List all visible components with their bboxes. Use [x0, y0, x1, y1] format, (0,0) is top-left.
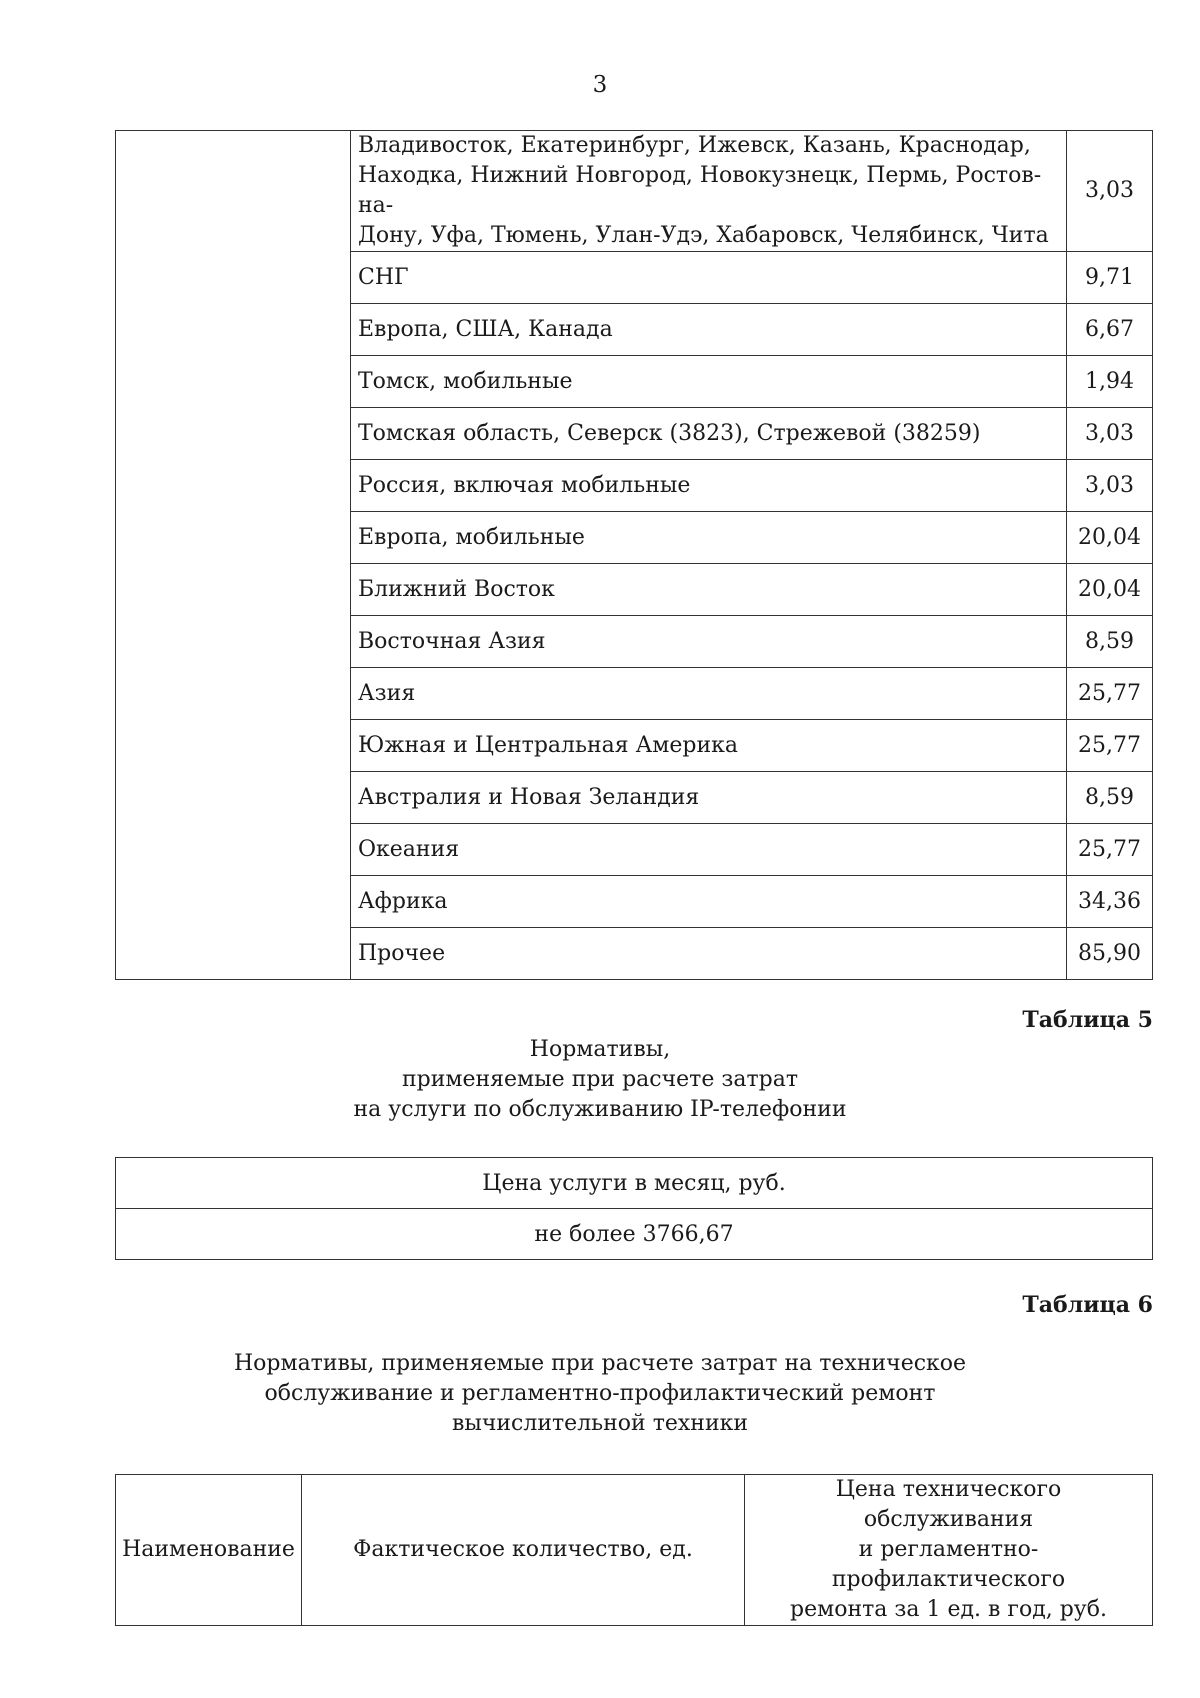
price-cell: 8,59 [1067, 616, 1153, 668]
merged-category-cell [116, 131, 351, 980]
region-cell: Африка [351, 876, 1067, 928]
price-cell: 25,77 [1067, 668, 1153, 720]
table6-title-line: Нормативы, применяемые при расчете затрат на техническое [233, 1351, 967, 1376]
table5-value-cell: не более 3766,67 [116, 1209, 1153, 1260]
price-cell: 3,03 [1067, 460, 1153, 512]
price-cell: 34,36 [1067, 876, 1153, 928]
region-cell: Южная и Центральная Америка [351, 720, 1067, 772]
region-line: Владивосток, Екатеринбург, Ижевск, Казань, Краснодар, [358, 133, 1031, 158]
price-cell: 6,67 [1067, 304, 1153, 356]
table5-header-cell: Цена услуги в месяц, руб. [116, 1158, 1153, 1209]
region-line: Находка, Нижний Новгород, Новокузнецк, Пермь, Ростов-на- [358, 163, 1042, 218]
region-cell: Европа, мобильные [351, 512, 1067, 564]
region-cell: Томская область, Северск (3823), Стрежевой (38259) [351, 408, 1067, 460]
region-cell: Ближний Восток [351, 564, 1067, 616]
region-cell: Восточная Азия [351, 616, 1067, 668]
price-cell: 8,59 [1067, 772, 1153, 824]
table-row [116, 1475, 1153, 1626]
table5-title-line: на услуги по обслуживанию IP-телефонии [353, 1097, 847, 1122]
page-number: 3 [592, 72, 608, 98]
quantity-header-cell: Фактическое количество, ед. [302, 1475, 745, 1626]
table5-title-line: применяемые при расчете затрат [401, 1067, 799, 1092]
table6-title-line: обслуживание и регламентно-профилактический ремонт [264, 1381, 936, 1406]
region-cell: Россия, включая мобильные [351, 460, 1067, 512]
table6-label: Таблица 6 [1022, 1292, 1153, 1318]
price-cell: 9,71 [1067, 252, 1153, 304]
rates-table [115, 130, 1153, 980]
price-cell: 1,94 [1067, 356, 1153, 408]
price-header-cell [745, 1475, 1153, 1626]
price-header-line: и регламентно-профилактического [831, 1537, 1066, 1592]
region-cell: Томск, мобильные [351, 356, 1067, 408]
table-row [116, 1158, 1153, 1209]
table6 [115, 1474, 1153, 1626]
price-cell: 85,90 [1067, 928, 1153, 980]
table-row [116, 131, 1153, 252]
region-cell: Океания [351, 824, 1067, 876]
price-cell: 20,04 [1067, 512, 1153, 564]
table-row [116, 1209, 1153, 1260]
table5-title-line: Нормативы, [529, 1037, 671, 1062]
table6-title [0, 1349, 1200, 1439]
price-cell: 25,77 [1067, 720, 1153, 772]
region-cell: СНГ [351, 252, 1067, 304]
price-header-line: ремонта за 1 ед. в год, руб. [789, 1597, 1107, 1622]
table5-label: Таблица 5 [1022, 1007, 1153, 1033]
table6-title-line: вычислительной техники [451, 1411, 749, 1436]
table5 [115, 1157, 1153, 1260]
region-cell: Прочее [351, 928, 1067, 980]
region-cell [351, 131, 1067, 252]
region-cell: Европа, США, Канада [351, 304, 1067, 356]
price-cell: 20,04 [1067, 564, 1153, 616]
table5-title [0, 1035, 1200, 1125]
price-cell: 3,03 [1067, 131, 1153, 252]
name-header-cell: Наименование [116, 1475, 302, 1626]
price-cell: 25,77 [1067, 824, 1153, 876]
price-cell: 3,03 [1067, 408, 1153, 460]
region-cell: Австралия и Новая Зеландия [351, 772, 1067, 824]
region-cell: Азия [351, 668, 1067, 720]
price-header-line: Цена технического обслуживания [835, 1477, 1062, 1532]
region-line: Дону, Уфа, Тюмень, Улан-Удэ, Хабаровск, Челябинск, Чита [358, 223, 1049, 248]
